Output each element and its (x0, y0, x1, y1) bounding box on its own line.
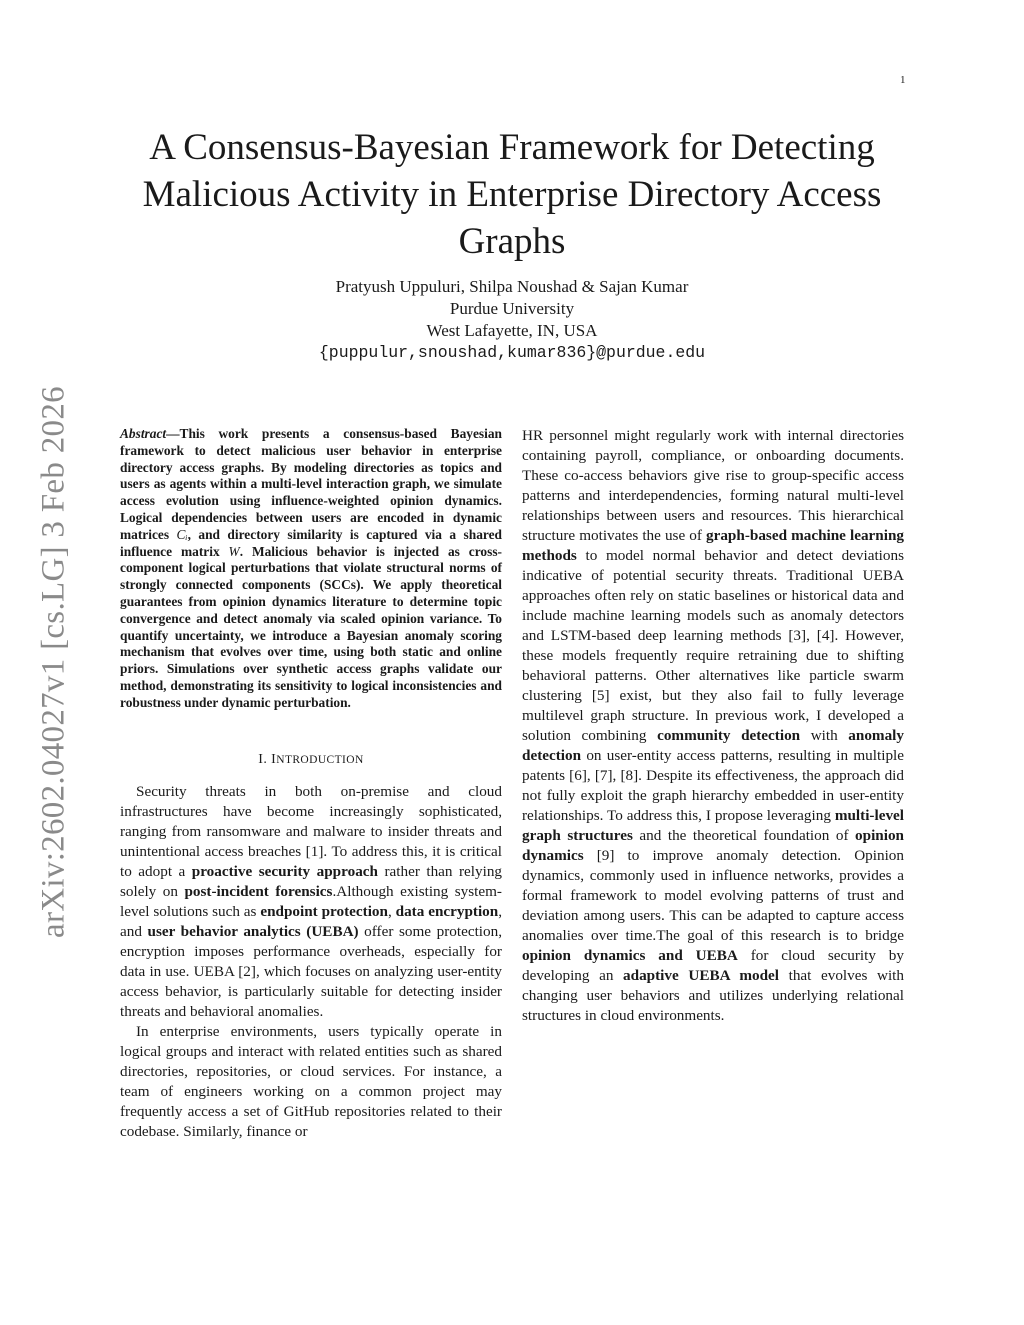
bold-term: anomaly detection (522, 727, 904, 764)
bold-term: post-incident forensics (184, 882, 333, 900)
bold-term: opinion dynamics and UEBA (522, 947, 738, 964)
math-c-i: Cᵢ (176, 526, 188, 542)
abstract (120, 426, 502, 712)
bold-term: data encryption (395, 902, 499, 920)
abstract-label: Abstract (120, 426, 167, 441)
bold-term: user behavior analytics (UEBA) (147, 922, 359, 940)
arxiv-stamp: arXiv:2602.04027v1 [cs.LG] 3 Feb 2026 (35, 386, 72, 938)
text: , and (120, 902, 503, 940)
text: Security threats in both on-premise and cloud infrastructures have become increasingly sophisticated, ranging from ransomware and malware to insider threats and unintentional access breaches [1]. To address this, it is critical to adopt a (120, 782, 502, 880)
bold-term: endpoint protection (260, 902, 388, 920)
bold-term: proactive security approach (191, 862, 378, 880)
paper-title: A Consensus-Bayesian Framework for Detecting Malicious Activity in Enterprise Directory Access Graphs (142, 127, 882, 262)
right-column (522, 426, 904, 1026)
text: for cloud security by developing an (522, 947, 904, 984)
text: to model normal behavior and detect deviations indicative of potential security threats. Traditional UEBA approaches often rely on static baselines or historical data and include machine learning models such as anomaly detectors and LSTM-based deep learning methods [3], [4]. However, these models frequently require retraining due to shifting behavioral patterns. Other alternatives like particle swarm clustering [5] exist, but they also fail to fully leverage multilevel graph structure. In previous work, I developed a solution combining (522, 547, 904, 744)
intro-paragraph-2 (120, 1022, 502, 1142)
math-w: W (228, 543, 240, 559)
author-block (0, 276, 1024, 364)
bold-term: opinion dynamics (522, 827, 904, 864)
author-email: {puppulur,snoushad,kumar836}@purdue.edu (318, 343, 706, 362)
text: In enterprise environments, users typically operate in logical groups and interact with related entities such as shared directories, repositories, or cloud services. For instance, a team of engineers working on a common project may frequently access a set of GitHub repositories related to their codebase. Similarly, finance or (120, 1022, 502, 1140)
author-affiliation: Purdue University (449, 299, 575, 318)
text: that evolves with changing user behaviors and utilizes underlying relational structures in cloud environments. (522, 967, 904, 1024)
text: , (387, 902, 396, 920)
text: rather than relying solely on (120, 862, 503, 900)
abstract-text: This work presents a consensus-based Bayesian framework to detect malicious user behavior in enterprise directory access graphs. By modeling directories as topics and users as agents within a multi-level interaction graph, we simulate access evolution using influence-weighted opinion dynamics. Logical dependencies between users are encoded in dynamic matrices (120, 426, 502, 542)
bold-term: community detection (657, 727, 801, 744)
text: with (800, 727, 849, 744)
text: offer some protection, encryption imposes performance overheads, especially for data in use. UEBA [2], which focuses on analyzing user-entity access behavior, is particularly suitable for detecting insider threats and behavioral anomalies. (120, 922, 502, 1020)
section-title-rest: NTRODUCTION (276, 753, 364, 766)
bold-term: graph-based machine learning methods (522, 527, 905, 564)
abstract-text: . Malicious behavior is injected as cross-component logical perturbations that violate structural norms of strongly connected components (SCCs). We apply theoretical guarantees from opinion dynamics literature to determine topic convergence and detect anomaly via scaled opinion variance. To quantify uncertainty, we introduce a Bayesian anomaly scoring mechanism that evolves over time, using both static and online priors. Simulations over synthetic access graphs validate our method, demonstrating its sensitivity to logical inconsistencies and robustness under dynamic perturbation. (120, 543, 503, 710)
abstract-dash: — (166, 426, 180, 441)
section-heading-introduction (120, 750, 502, 770)
text: and the theoretical foundation of (632, 827, 856, 844)
section-first-letter: I (271, 751, 277, 767)
text: [9] to improve anomaly detection. Opinion dynamics, commonly used in influence networks, provides a formal framework to model evolving patterns of trust and deviation among users. This can be adapted to capture access anomalies over time.The goal of this research is to bridge (522, 847, 904, 944)
author-names: Pratyush Uppuluri, Shilpa Noushad & Sajan Kumar (335, 277, 689, 296)
author-location: West Lafayette, IN, USA (426, 321, 598, 340)
abstract-text: , and directory similarity is captured via a shared influence matrix (120, 526, 503, 559)
bold-term: multi-level graph structures (522, 807, 904, 844)
intro-paragraph-2-continued (522, 426, 904, 1026)
text: HR personnel might regularly work with internal directories containing payroll, compliance, or onboarding documents. These co-access behaviors give rise to group-specific access patterns and interdependencies, forming natural multi-level relationships between users and resources. This hierarchical structure motivates the use of (522, 427, 904, 544)
intro-paragraph-1 (120, 782, 502, 1022)
page-number: 1 (900, 74, 906, 86)
bold-term: adaptive UEBA model (623, 967, 779, 984)
text: .Although existing system-level solutions such as (120, 882, 502, 920)
text: on user-entity access patterns, resulting in multiple patents [6], [7], [8]. Despite its effectiveness, the approach did not fully exploit the graph hierarchy embedded in user-entity relationships. To address this, I propose leveraging (522, 747, 904, 824)
left-column (120, 426, 502, 1142)
section-number: I. (258, 751, 268, 767)
